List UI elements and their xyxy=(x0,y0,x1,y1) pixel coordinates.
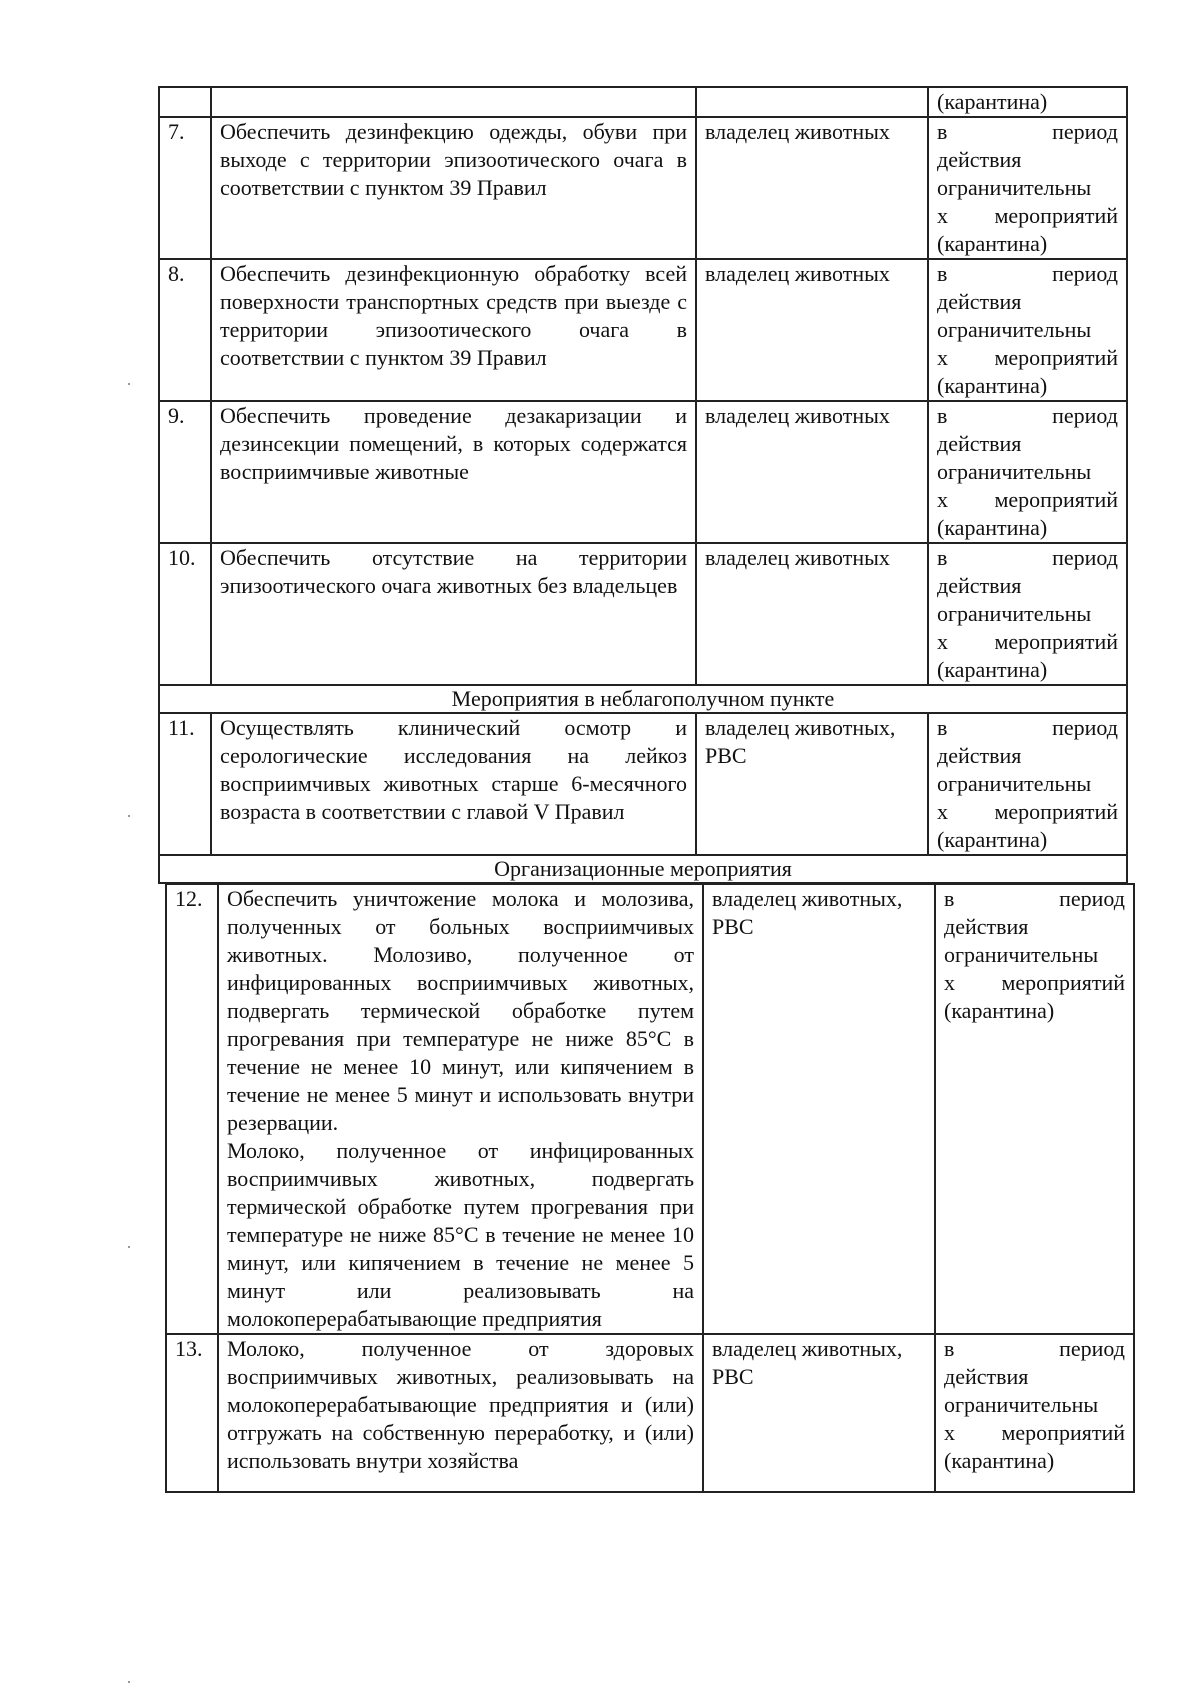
period-line: х мероприятий xyxy=(937,345,1118,370)
period-line: в период xyxy=(937,715,1118,740)
row-number: 7. xyxy=(159,117,211,259)
period-line: действия xyxy=(944,1364,1029,1389)
description-text: Обеспечить дезинфекционную обработку всей поверхности транспортных средств при выезде с территории эпизоотического очага в соответствии с пунктом 39 Правил xyxy=(220,261,687,370)
period-cell xyxy=(935,884,1134,1334)
row-number: 8. xyxy=(159,259,211,401)
period-line: в период xyxy=(944,1336,1125,1361)
period-cell xyxy=(928,543,1127,685)
period-line: (карантина) xyxy=(937,89,1048,114)
row-number: 11. xyxy=(159,713,211,855)
period-line: в период xyxy=(944,886,1125,911)
row-number xyxy=(159,87,211,117)
period-line: действия xyxy=(937,573,1022,598)
row-number: 10. xyxy=(159,543,211,685)
period-line: в период xyxy=(937,261,1118,286)
period-cell xyxy=(928,87,1127,117)
period-line: ограничительны xyxy=(937,771,1092,796)
measure-description xyxy=(211,713,696,855)
period-line: ограничительны xyxy=(937,601,1092,626)
period-line: ограничительны xyxy=(937,175,1092,200)
period-line: х мероприятий xyxy=(937,203,1118,228)
description-text: Обеспечить уничтожение молока и молозива, полученных от больных восприимчивых животных. Молозиво, полученное от инфицированных восприимчивых животных, подвергать термической обработке путем прогревания при температуре не ниже 85°С в течение не менее 10 минут, или кипячением в течение не менее 5 минут и использовать внутри резервации. xyxy=(227,886,694,1135)
scan-speck xyxy=(128,1681,130,1683)
row-number: 13. xyxy=(166,1334,218,1492)
responsible-party: владелец животных, РВС xyxy=(703,1334,935,1492)
description-text: Молоко, полученное от здоровых восприимчивых животных, реализовывать на молокоперерабатывающие предприятия и (или) отгружать на собственную переработку, и (или) использовать внутри хозяйства xyxy=(227,1336,694,1473)
period-line: ограничительны xyxy=(937,459,1092,484)
period-line: ограничительны xyxy=(944,942,1099,967)
responsible-party: владелец животных xyxy=(696,543,928,685)
table-row xyxy=(159,401,1127,543)
period-cell xyxy=(935,1334,1134,1492)
responsible-party: владелец животных xyxy=(696,259,928,401)
row-number: 12. xyxy=(166,884,218,1334)
period-line: действия xyxy=(937,743,1022,768)
period-line: ограничительны xyxy=(937,317,1092,342)
period-line: (карантина) xyxy=(937,827,1048,852)
period-line: (карантина) xyxy=(937,657,1048,682)
measures-table-top xyxy=(158,86,1128,884)
period-line: (карантина) xyxy=(937,373,1048,398)
period-line: (карантина) xyxy=(937,231,1048,256)
period-line: действия xyxy=(937,431,1022,456)
responsible-party: владелец животных xyxy=(696,401,928,543)
period-line: (карантина) xyxy=(937,515,1048,540)
period-line: х мероприятий xyxy=(944,1420,1125,1445)
period-cell xyxy=(928,713,1127,855)
period-line: действия xyxy=(937,147,1022,172)
measure-description xyxy=(218,884,703,1334)
description-text: Осуществлять клинический осмотр и серологические исследования на лейкоз восприимчивых животных старше 6-месячного возраста в соответствии с главой V Правил xyxy=(220,715,687,824)
period-line: х мероприятий xyxy=(937,487,1118,512)
table-row xyxy=(159,259,1127,401)
section-heading: Организационные мероприятия xyxy=(159,855,1127,883)
period-line: х мероприятий xyxy=(944,970,1125,995)
measure-description xyxy=(211,117,696,259)
period-cell xyxy=(928,117,1127,259)
table-row xyxy=(159,543,1127,685)
table-row xyxy=(159,117,1127,259)
scan-speck xyxy=(128,815,130,817)
description-text: Обеспечить отсутствие на территории эпизоотического очага животных без владельцев xyxy=(220,545,687,598)
table-row xyxy=(166,884,1134,1334)
period-line: ограничительны xyxy=(944,1392,1099,1417)
description-text: Обеспечить дезинфекцию одежды, обуви при выходе с территории эпизоотического очага в соответствии с пунктом 39 Правил xyxy=(220,119,687,200)
description-text: Обеспечить проведение дезакаризации и дезинсекции помещений, в которых содержатся восприимчивые животные xyxy=(220,403,687,484)
section-row xyxy=(159,855,1127,883)
scan-speck xyxy=(128,1246,130,1248)
responsible-party: владелец животных, РВС xyxy=(696,713,928,855)
responsible-party: владелец животных xyxy=(696,117,928,259)
period-line: в период xyxy=(937,119,1118,144)
scan-speck xyxy=(128,383,130,385)
responsible-party xyxy=(696,87,928,117)
period-line: в период xyxy=(937,545,1118,570)
period-line: действия xyxy=(944,914,1029,939)
description-text: Молоко, полученное от инфицированных восприимчивых животных, подвергать термической обработке путем прогревания при температуре не ниже 85°С в течение не менее 10 минут, или кипячением в течение не менее 5 минут или реализовывать на молокоперерабатывающие предприятия xyxy=(227,1138,694,1331)
measure-description xyxy=(211,259,696,401)
period-line: (карантина) xyxy=(944,998,1055,1023)
section-row xyxy=(159,685,1127,713)
period-line: действия xyxy=(937,289,1022,314)
table-row xyxy=(159,87,1127,117)
section-heading: Мероприятия в неблагополучном пункте xyxy=(159,685,1127,713)
period-line: х мероприятий xyxy=(937,799,1118,824)
period-cell xyxy=(928,401,1127,543)
table-row xyxy=(159,713,1127,855)
period-cell xyxy=(928,259,1127,401)
measure-description xyxy=(211,87,696,117)
measure-description xyxy=(218,1334,703,1492)
measures-table-bottom xyxy=(165,883,1135,1493)
measure-description xyxy=(211,543,696,685)
responsible-party: владелец животных, РВС xyxy=(703,884,935,1334)
table-row xyxy=(166,1334,1134,1492)
period-line: в период xyxy=(937,403,1118,428)
period-line: (карантина) xyxy=(944,1448,1055,1473)
row-number: 9. xyxy=(159,401,211,543)
period-line: х мероприятий xyxy=(937,629,1118,654)
measure-description xyxy=(211,401,696,543)
